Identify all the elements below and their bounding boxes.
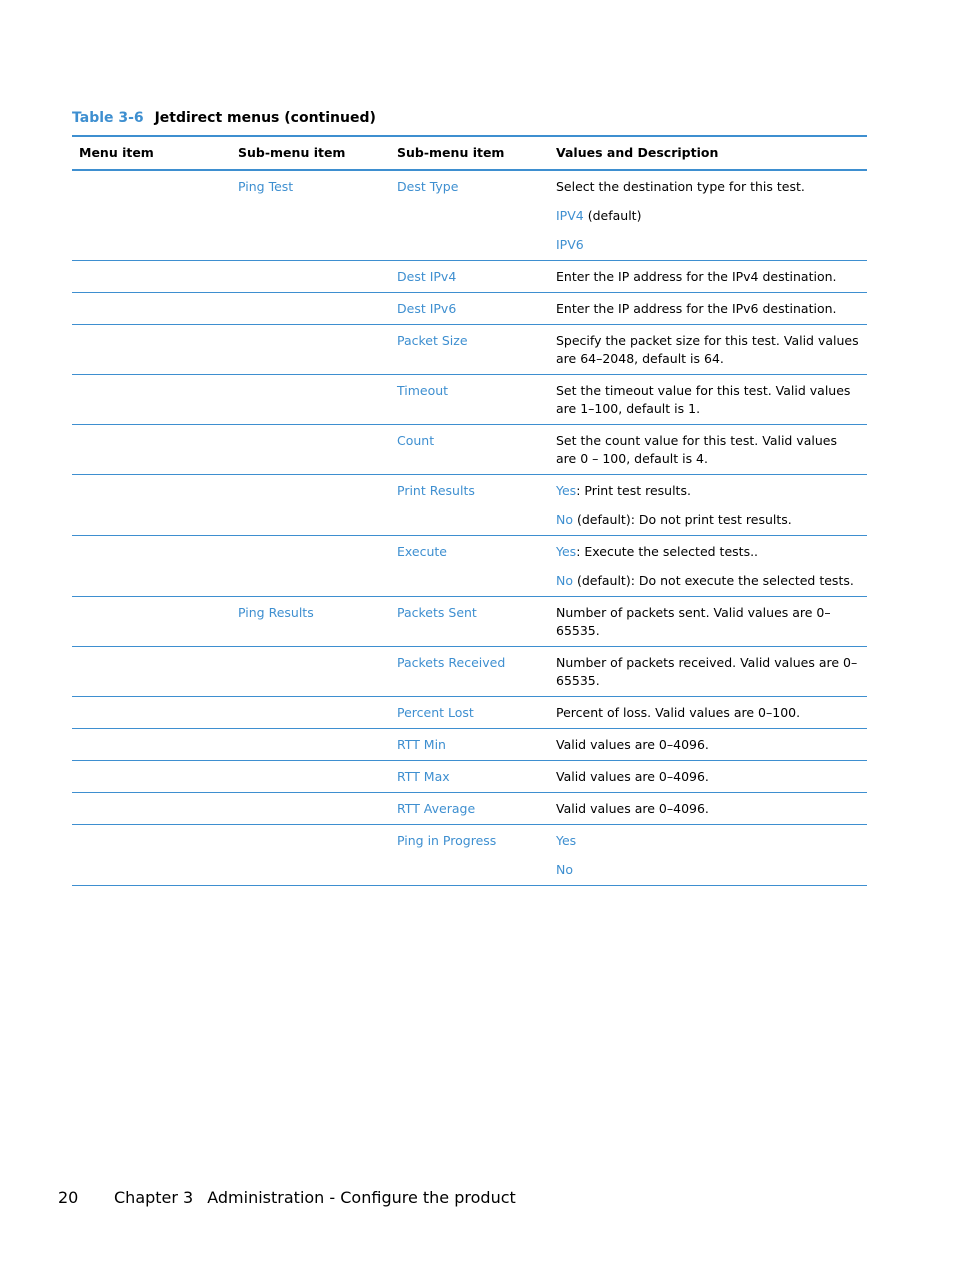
table-row xyxy=(72,597,867,647)
table-row xyxy=(72,425,867,475)
value-line xyxy=(556,178,860,196)
cell-sub-menu-item xyxy=(231,425,390,475)
cell-sub-menu-item-2 xyxy=(390,536,549,597)
cell-values-description xyxy=(549,375,867,425)
cell-sub-menu-item xyxy=(231,761,390,793)
cell-sub-menu-item xyxy=(231,729,390,761)
cell-values-description xyxy=(549,597,867,647)
value-option-link[interactable]: Yes xyxy=(556,483,577,498)
cell-sub-menu-item-2 xyxy=(390,597,549,647)
value-line xyxy=(556,704,860,722)
cell-values-description xyxy=(549,170,867,261)
value-text: Valid values are 0–4096. xyxy=(556,769,709,784)
table-row xyxy=(72,729,867,761)
value-line xyxy=(556,432,860,468)
cell-sub-menu-item-2-text[interactable]: RTT Max xyxy=(397,769,450,784)
value-text: Set the count value for this test. Valid values are 0 – 100, default is 4. xyxy=(556,433,837,466)
cell-sub-menu-item xyxy=(231,170,390,261)
cell-sub-menu-item-2 xyxy=(390,475,549,536)
cell-sub-menu-item-2 xyxy=(390,793,549,825)
cell-sub-menu-item-2-text[interactable]: Dest IPv4 xyxy=(397,269,457,284)
cell-sub-menu-item-2 xyxy=(390,761,549,793)
value-line xyxy=(556,768,860,786)
cell-menu-item xyxy=(72,697,231,729)
value-text: Number of packets received. Valid values are 0–65535. xyxy=(556,655,858,688)
cell-sub-menu-item-2-text[interactable]: Print Results xyxy=(397,483,475,498)
cell-sub-menu-item xyxy=(231,536,390,597)
cell-values-description xyxy=(549,325,867,375)
value-line xyxy=(556,268,860,286)
cell-sub-menu-item xyxy=(231,597,390,647)
value-text: Select the destination type for this test. xyxy=(556,179,805,194)
cell-sub-menu-item-2-text[interactable]: Dest IPv6 xyxy=(397,301,457,316)
value-option-link[interactable]: No xyxy=(556,862,573,877)
cell-sub-menu-item-2-text[interactable]: Execute xyxy=(397,544,447,559)
cell-sub-menu-item-2 xyxy=(390,825,549,886)
value-option-link[interactable]: No xyxy=(556,573,573,588)
value-text: Set the timeout value for this test. Valid values are 1–100, default is 1. xyxy=(556,383,851,416)
cell-menu-item xyxy=(72,761,231,793)
table-caption-label: Table 3-6 xyxy=(72,110,144,126)
table-row xyxy=(72,825,867,886)
cell-sub-menu-item-2-text[interactable]: Dest Type xyxy=(397,179,459,194)
cell-sub-menu-item-2-text[interactable]: Ping in Progress xyxy=(397,833,497,848)
page-number: 20 xyxy=(58,1188,79,1207)
cell-values-description xyxy=(549,536,867,597)
table-row xyxy=(72,536,867,597)
value-line xyxy=(556,861,860,879)
footer-chapter-title: Administration - Configure the product xyxy=(207,1188,516,1207)
cell-sub-menu-item-2 xyxy=(390,293,549,325)
table-header-row xyxy=(72,136,867,170)
cell-menu-item xyxy=(72,729,231,761)
cell-sub-menu-item-2-text[interactable]: Packet Size xyxy=(397,333,468,348)
value-line xyxy=(556,654,860,690)
table-caption-title: Jetdirect menus (continued) xyxy=(154,110,376,126)
cell-values-description xyxy=(549,293,867,325)
value-text: (default): Do not print test results. xyxy=(573,512,792,527)
cell-sub-menu-item-2-text[interactable]: Percent Lost xyxy=(397,705,474,720)
value-line xyxy=(556,207,860,225)
value-text: : Print test results. xyxy=(576,483,691,498)
cell-menu-item xyxy=(72,170,231,261)
value-line xyxy=(556,382,860,418)
value-line xyxy=(556,604,860,640)
cell-menu-item xyxy=(72,261,231,293)
cell-sub-menu-item xyxy=(231,825,390,886)
value-line xyxy=(556,300,860,318)
cell-sub-menu-item xyxy=(231,261,390,293)
jetdirect-menus-table xyxy=(72,135,867,886)
cell-sub-menu-item-2-text[interactable]: RTT Min xyxy=(397,737,446,752)
table-row xyxy=(72,697,867,729)
cell-sub-menu-item-2-text[interactable]: Count xyxy=(397,433,435,448)
cell-sub-menu-item xyxy=(231,647,390,697)
value-option-link[interactable]: IPV6 xyxy=(556,237,584,252)
cell-sub-menu-item-2 xyxy=(390,375,549,425)
cell-values-description xyxy=(549,825,867,886)
value-option-link[interactable]: IPV4 xyxy=(556,208,584,223)
value-line xyxy=(556,482,860,500)
cell-sub-menu-item xyxy=(231,475,390,536)
cell-values-description xyxy=(549,475,867,536)
value-option-link[interactable]: Yes xyxy=(556,544,577,559)
cell-sub-menu-item xyxy=(231,375,390,425)
value-text: Valid values are 0–4096. xyxy=(556,801,709,816)
value-line xyxy=(556,511,860,529)
cell-menu-item xyxy=(72,647,231,697)
cell-menu-item xyxy=(72,375,231,425)
cell-sub-menu-item-text[interactable]: Ping Test xyxy=(238,179,294,194)
value-line xyxy=(556,543,860,561)
cell-sub-menu-item-2 xyxy=(390,647,549,697)
cell-sub-menu-item-2 xyxy=(390,697,549,729)
value-text: Enter the IP address for the IPv6 destination. xyxy=(556,301,837,316)
cell-sub-menu-item-2 xyxy=(390,325,549,375)
cell-values-description xyxy=(549,647,867,697)
value-text: (default): Do not execute the selected tests. xyxy=(573,573,854,588)
header-sub-menu-item-2: Sub-menu item xyxy=(390,136,549,170)
cell-sub-menu-item xyxy=(231,793,390,825)
cell-sub-menu-item-2-text[interactable]: Packets Sent xyxy=(397,605,477,620)
table-header xyxy=(72,136,867,170)
value-option-link[interactable]: Yes xyxy=(556,833,577,848)
cell-menu-item xyxy=(72,425,231,475)
cell-sub-menu-item-2 xyxy=(390,170,549,261)
value-text: Percent of loss. Valid values are 0–100. xyxy=(556,705,801,720)
cell-sub-menu-item-2 xyxy=(390,729,549,761)
footer-chapter: Chapter 3 xyxy=(114,1188,194,1207)
value-line xyxy=(556,572,860,590)
value-text: Specify the packet size for this test. Valid values are 64–2048, default is 64. xyxy=(556,333,859,366)
value-text: Valid values are 0–4096. xyxy=(556,737,709,752)
value-line xyxy=(556,236,860,254)
value-line xyxy=(556,332,860,368)
value-line xyxy=(556,832,860,850)
cell-values-description xyxy=(549,793,867,825)
value-text: Number of packets sent. Valid values are 0–65535. xyxy=(556,605,831,638)
cell-sub-menu-item-2 xyxy=(390,261,549,293)
table-row xyxy=(72,261,867,293)
cell-sub-menu-item-text[interactable]: Ping Results xyxy=(238,605,314,620)
cell-values-description xyxy=(549,729,867,761)
header-values-description: Values and Description xyxy=(549,136,867,170)
cell-values-description xyxy=(549,261,867,293)
header-sub-menu-item-1: Sub-menu item xyxy=(231,136,390,170)
cell-menu-item xyxy=(72,597,231,647)
table-row xyxy=(72,170,867,261)
page-footer xyxy=(58,1188,516,1207)
cell-menu-item xyxy=(72,825,231,886)
cell-menu-item xyxy=(72,325,231,375)
cell-sub-menu-item xyxy=(231,325,390,375)
cell-values-description xyxy=(549,697,867,729)
value-option-link[interactable]: No xyxy=(556,512,573,527)
table-row xyxy=(72,475,867,536)
table-row xyxy=(72,793,867,825)
value-line xyxy=(556,800,860,818)
header-menu-item: Menu item xyxy=(72,136,231,170)
table-row xyxy=(72,325,867,375)
cell-sub-menu-item xyxy=(231,697,390,729)
cell-sub-menu-item-2-text[interactable]: Timeout xyxy=(397,383,449,398)
table-row xyxy=(72,375,867,425)
table-body xyxy=(72,170,867,886)
value-text: : Execute the selected tests.. xyxy=(576,544,759,559)
cell-menu-item xyxy=(72,793,231,825)
cell-menu-item xyxy=(72,536,231,597)
table-caption xyxy=(72,110,376,126)
table-row xyxy=(72,647,867,697)
value-text: (default) xyxy=(583,208,642,223)
cell-values-description xyxy=(549,425,867,475)
cell-values-description xyxy=(549,761,867,793)
value-line xyxy=(556,736,860,754)
cell-menu-item xyxy=(72,293,231,325)
value-text: Enter the IP address for the IPv4 destination. xyxy=(556,269,837,284)
table-row xyxy=(72,761,867,793)
table-row xyxy=(72,293,867,325)
cell-sub-menu-item-2-text[interactable]: Packets Received xyxy=(397,655,506,670)
cell-sub-menu-item xyxy=(231,293,390,325)
cell-menu-item xyxy=(72,475,231,536)
cell-sub-menu-item-2 xyxy=(390,425,549,475)
cell-sub-menu-item-2-text[interactable]: RTT Average xyxy=(397,801,476,816)
